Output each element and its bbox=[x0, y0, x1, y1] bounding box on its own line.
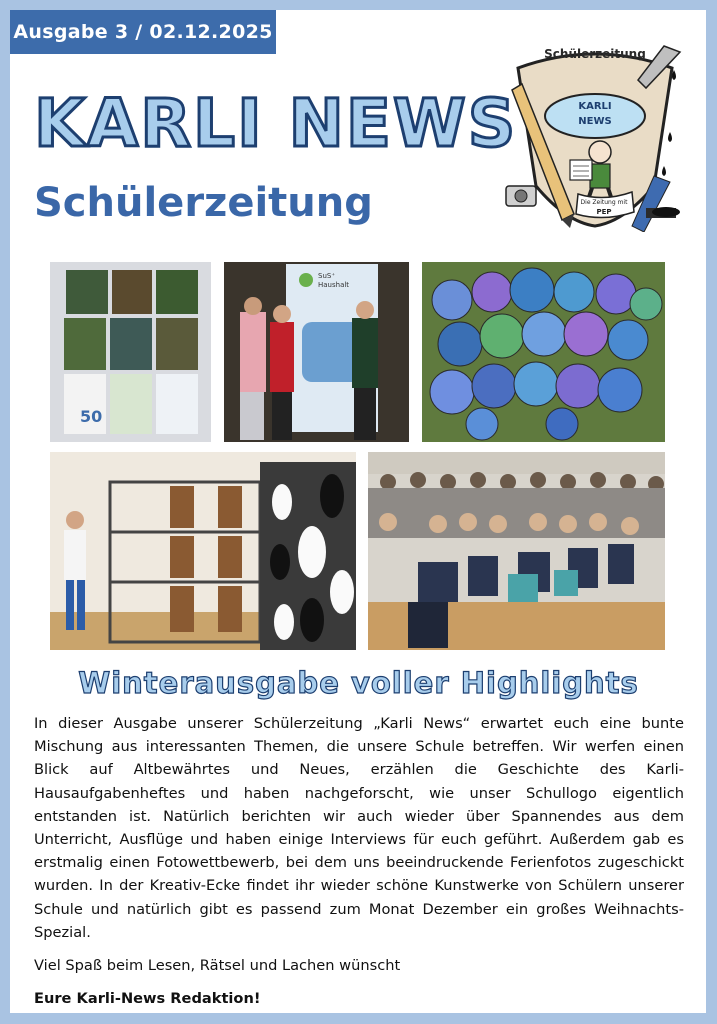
logo-ribbon-text: Die Zeitung mit bbox=[580, 199, 628, 206]
painted-plates-photo bbox=[422, 262, 665, 442]
logo-badge-line2: NEWS bbox=[578, 116, 612, 127]
logo-badge-line1: KARLI bbox=[578, 101, 612, 112]
masthead-title: KARLI NEWS bbox=[34, 85, 518, 162]
school-newspaper-logo bbox=[504, 36, 686, 232]
masthead-subtitle: Schülerzeitung bbox=[34, 180, 373, 226]
article-signature: Eure Karli-News Redaktion! bbox=[34, 990, 261, 1008]
article-heading: Winterausgabe voller Highlights bbox=[78, 666, 639, 700]
logo-ribbon-pep: PEP bbox=[596, 208, 612, 216]
school-assembly-photo bbox=[368, 452, 665, 650]
sus-haushalt-poster-photo bbox=[224, 262, 409, 442]
issue-label: Ausgabe 3 / 02.12.2025 bbox=[10, 10, 276, 54]
svg-text:50: 50 bbox=[80, 407, 103, 426]
drums-and-chess-photo bbox=[50, 452, 356, 650]
article-body bbox=[34, 712, 684, 1020]
logo-top-text: Schülerzeitung bbox=[544, 47, 646, 61]
shield-icon bbox=[504, 36, 686, 232]
homework-booklets-photo bbox=[50, 262, 211, 442]
poster-line1: SuS⁺ bbox=[318, 272, 336, 280]
article-paragraph-1: In dieser Ausgabe unserer Schülerzeitung „Karli News“ erwartet euch eine bunte Mischung aus interessanten Themen, die unsere Schule betreffen. Wir werfen einen Blick auf Altbewährtes und Neues, erzählen die Geschichte des Karli-Hausaufgabenheftes und haben nachgeforscht, wie unser Schullogo eigentlich entstanden ist. Natürlich berichten wir auch wieder über Spannendes aus dem Unterricht, Ausflüge und haben einige Interviews für euch geführt. Außerdem gab es erstmalig einen Fotowettbewerb, bei dem uns beeindruckende Ferienfotos zugeschickt wurden. In der Kreativ-Ecke findet ihr wieder schöne Kunstwerke von Schülern unserer Schule und natürlich gibt es passend zum Monat Dezember ein großes Weihnachts-Spezial. bbox=[34, 715, 684, 941]
article-paragraph-2: Viel Spaß beim Lesen, Rätsel und Lachen wünscht bbox=[34, 957, 401, 975]
poster-line2: Haushalt bbox=[318, 281, 350, 289]
camera-icon bbox=[506, 186, 536, 206]
